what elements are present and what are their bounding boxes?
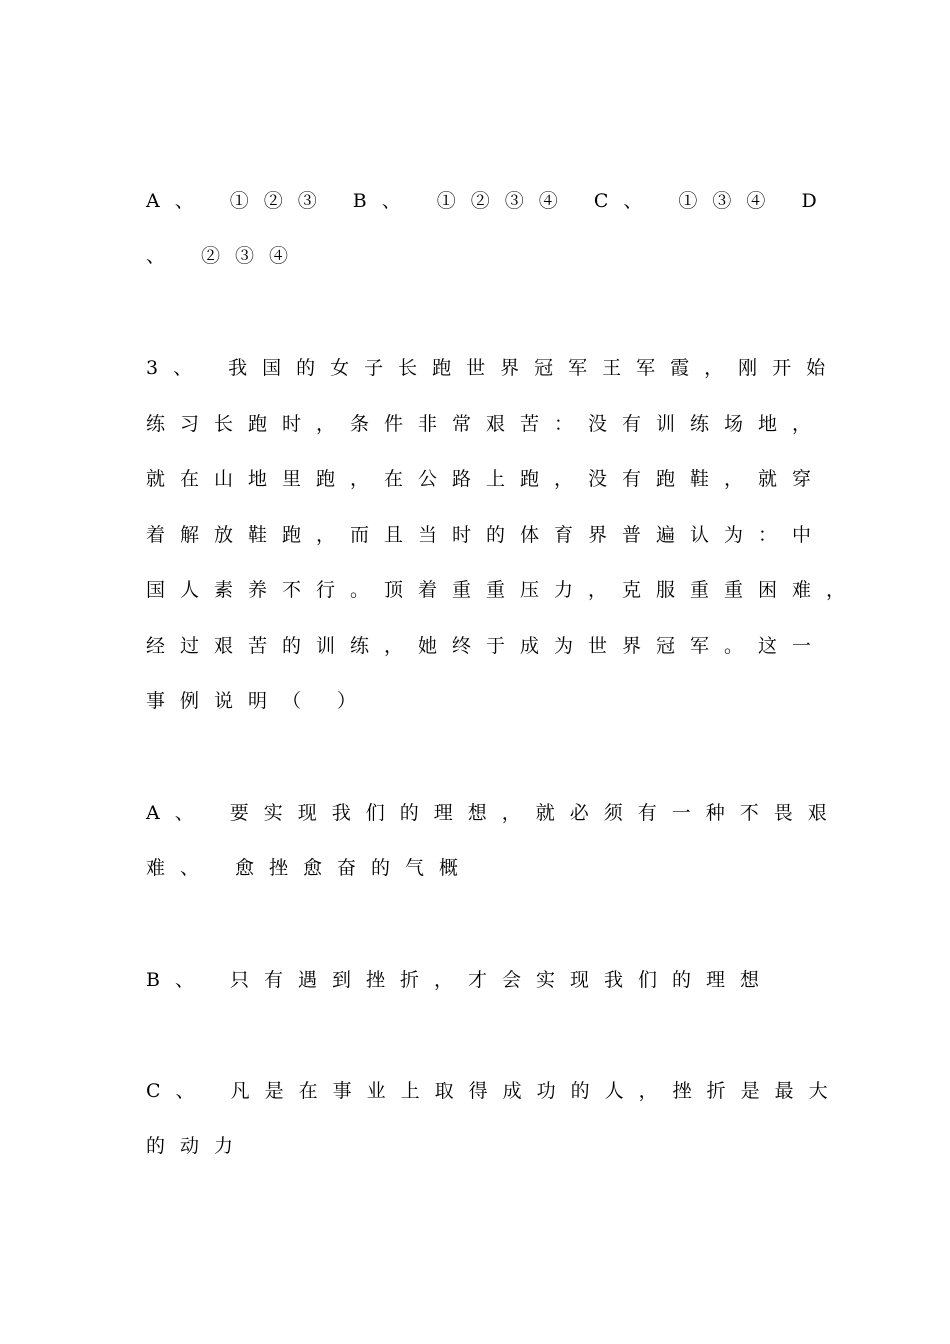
question3-option-a-line-1: A、 要实现我们的理想，就必须有一种不畏艰 (146, 802, 842, 824)
question3-stem-line-6: 经过艰苦的训练，她终于成为世界冠军。这一 (146, 635, 827, 657)
question3-option-b-line-1: B、 只有遇到挫折，才会实现我们的理想 (146, 969, 775, 991)
question3-option-a-line-2: 难、 愈挫愈奋的气概 (146, 857, 474, 879)
question2-options-line-2: 、 ②③④ (146, 245, 304, 267)
question3-stem-line-3: 就在山地里跑，在公路上跑，没有跑鞋，就穿 (146, 468, 827, 490)
question3-stem-line-7: 事例说明（ ） (146, 690, 372, 712)
question3-stem-line-2: 练习长跑时，条件非常艰苦：没有训练场地， (146, 413, 827, 435)
question2-options-line-1: A、 ①②③ B、 ①②③④ C、 ①③④ D (146, 190, 832, 212)
question3-option-c-line-1: C、 凡是在事业上取得成功的人，挫折是最大 (146, 1080, 843, 1102)
question3-stem-line-1: 3、 我国的女子长跑世界冠军王军霞，刚开始 (146, 357, 841, 379)
question3-stem-line-5: 国人素养不行。顶着重重压力，克服重重困难， (146, 579, 861, 601)
question3-option-c-line-2: 的动力 (146, 1135, 249, 1157)
question3-stem-line-4: 着解放鞋跑，而且当时的体育界普遍认为：中 (146, 524, 827, 546)
